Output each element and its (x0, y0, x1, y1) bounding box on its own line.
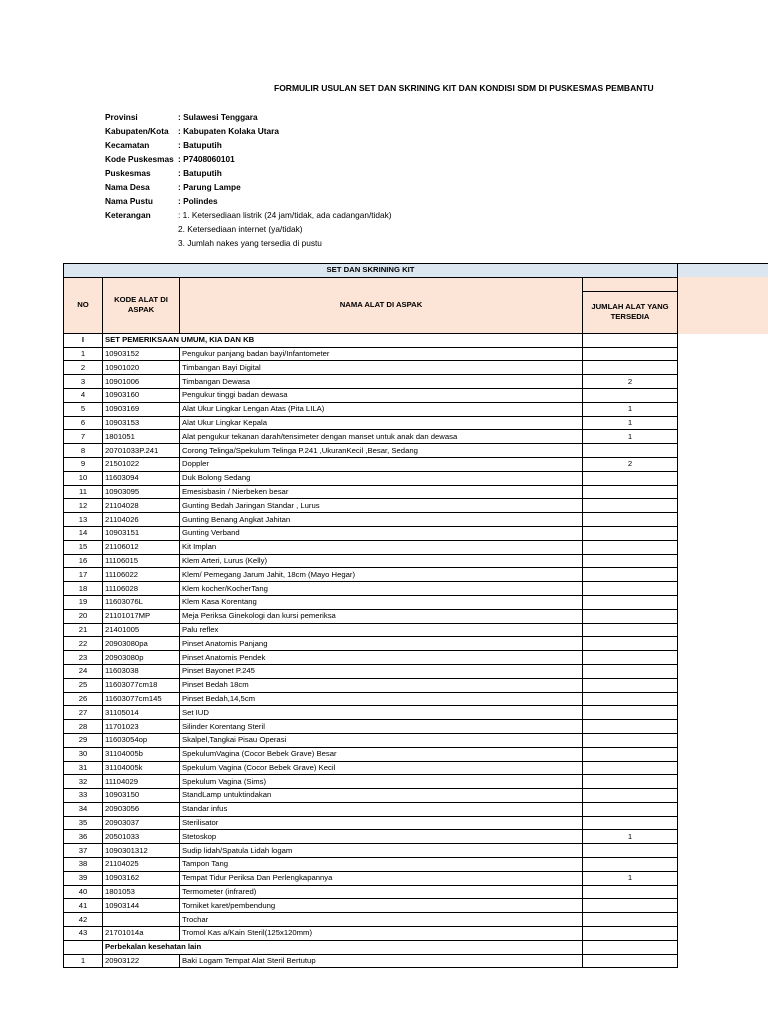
row-nama: Stetoskop (180, 830, 583, 844)
row-kode: 21101017MP (103, 609, 180, 623)
row-no: 11 (64, 485, 103, 499)
table-row (64, 899, 678, 913)
row-nama: Emesisbasin / Nierbeken besar (180, 485, 583, 499)
row-no: 38 (64, 858, 103, 872)
row-kode: 11603038 (103, 664, 180, 678)
table-row (64, 761, 678, 775)
section-qty (583, 333, 678, 347)
header-alat-extension (677, 277, 768, 334)
table-row (64, 637, 678, 651)
row-nama: Set IUD (180, 706, 583, 720)
row-nama: SpekulumVagina (Cocor Bebek Grave) Besar (180, 747, 583, 761)
row-nama: Tempat Tidur Periksa Dan Perlengkapannya (180, 871, 583, 885)
col-alat-group-blank (583, 277, 678, 291)
row-nama: Silinder Korentang Steril (180, 720, 583, 734)
info-value: : Batuputih (178, 168, 222, 178)
row-kode: 31104005b (103, 747, 180, 761)
kit-table (63, 263, 678, 968)
row-qty (583, 664, 678, 678)
header-band-extension (677, 263, 768, 278)
table-row (64, 775, 678, 789)
table-row (64, 526, 678, 540)
row-qty (583, 899, 678, 913)
row-nama: Klem Kasa Korentang (180, 595, 583, 609)
row-kode: 11603094 (103, 471, 180, 485)
row-qty (583, 844, 678, 858)
row-qty (583, 513, 678, 527)
table-row (64, 623, 678, 637)
row-nama: Alat Ukur Lingkar Kepala (180, 416, 583, 430)
row-qty (583, 775, 678, 789)
row-no: 26 (64, 692, 103, 706)
row-qty (583, 927, 678, 941)
table-row (64, 802, 678, 816)
row-qty (583, 568, 678, 582)
table-row (64, 830, 678, 844)
table-row (64, 733, 678, 747)
row-kode: 11106022 (103, 568, 180, 582)
row-kode: 1801053 (103, 885, 180, 899)
info-label: Nama Pustu (105, 196, 153, 206)
table-row (64, 871, 678, 885)
row-kode: 11104029 (103, 775, 180, 789)
info-row-kode-puskesmas (105, 152, 392, 166)
row-qty (583, 761, 678, 775)
section-qty (583, 940, 678, 954)
row-no: 7 (64, 430, 103, 444)
row-no: 28 (64, 720, 103, 734)
table-row (64, 664, 678, 678)
row-no: 36 (64, 830, 103, 844)
row-qty: 1 (583, 830, 678, 844)
section-row (64, 940, 678, 954)
info-value: : P7408060101 (178, 154, 235, 164)
row-qty (583, 623, 678, 637)
table-row (64, 554, 678, 568)
row-nama: Termometer (infrared) (180, 885, 583, 899)
section-no (64, 940, 103, 954)
section-no: I (64, 333, 103, 347)
row-no: 12 (64, 499, 103, 513)
row-nama: Kit Implan (180, 540, 583, 554)
row-kode: 21104026 (103, 513, 180, 527)
row-qty (583, 747, 678, 761)
row-no: 10 (64, 471, 103, 485)
row-kode: 11603054op (103, 733, 180, 747)
row-kode: 10903169 (103, 402, 180, 416)
row-no: 23 (64, 651, 103, 665)
row-kode: 21106012 (103, 540, 180, 554)
row-nama: Pinset Anatomis Pendek (180, 651, 583, 665)
row-nama: Corong Telinga/Spekulum Telinga P.241 ,UkuranKecil ,Besar, Sedang (180, 444, 583, 458)
info-row-nama-pustu (105, 194, 392, 208)
col-nama-header: NAMA ALAT DI ASPAK (180, 277, 583, 333)
row-qty (583, 858, 678, 872)
row-kode: 21104028 (103, 499, 180, 513)
row-nama: Alat Ukur Lingkar Lengan Atas (Pita LILA) (180, 402, 583, 416)
row-nama: Alat pengukur tekanan darah/tensimeter dengan manset untuk anak dan dewasa (180, 430, 583, 444)
table-row (64, 954, 678, 968)
row-no: 31 (64, 761, 103, 775)
row-no: 25 (64, 678, 103, 692)
row-qty: 1 (583, 402, 678, 416)
table-row (64, 388, 678, 402)
row-kode: 31104005k (103, 761, 180, 775)
row-kode: 11701023 (103, 720, 180, 734)
row-no: 35 (64, 816, 103, 830)
row-no: 9 (64, 457, 103, 471)
table-row (64, 720, 678, 734)
row-kode: 11106015 (103, 554, 180, 568)
row-qty (583, 540, 678, 554)
table-row (64, 568, 678, 582)
info-row-kecamatan (105, 138, 392, 152)
row-nama: Trochar (180, 913, 583, 927)
col-no-header: NO (64, 277, 103, 333)
row-kode: 11603077cm145 (103, 692, 180, 706)
col-jumlah-header: JUMLAH ALAT YANG TERSEDIA (583, 292, 678, 334)
row-kode: 20903037 (103, 816, 180, 830)
table-row (64, 402, 678, 416)
row-qty (583, 885, 678, 899)
row-nama: Meja Periksa Ginekologi dan kursi pemeriksa (180, 609, 583, 623)
row-nama: Sudip lidah/Spatula Lidah logam (180, 844, 583, 858)
row-no: 2 (64, 361, 103, 375)
row-no: 8 (64, 444, 103, 458)
row-kode: 21501022 (103, 457, 180, 471)
row-qty (583, 913, 678, 927)
row-qty: 2 (583, 375, 678, 389)
table-row (64, 595, 678, 609)
info-label: Puskesmas (105, 168, 151, 178)
row-nama: Gunting Verband (180, 526, 583, 540)
row-qty: 2 (583, 457, 678, 471)
row-kode: 1090301312 (103, 844, 180, 858)
row-qty (583, 637, 678, 651)
row-no: 42 (64, 913, 103, 927)
row-kode: 11603076L (103, 595, 180, 609)
row-nama: Pinset Bedah,14,5cm (180, 692, 583, 706)
table-row (64, 485, 678, 499)
row-no: 27 (64, 706, 103, 720)
row-no: 37 (64, 844, 103, 858)
row-kode: 10903152 (103, 347, 180, 361)
row-nama: Pengukur panjang badan bayi/Infantometer (180, 347, 583, 361)
info-value: : Kabupaten Kolaka Utara (178, 126, 279, 136)
row-no: 21 (64, 623, 103, 637)
row-qty (583, 706, 678, 720)
note-text: 3. Jumlah nakes yang tersedia di pustu (178, 238, 322, 248)
row-nama: Gunting Bedah Jaringan Standar , Lurus (180, 499, 583, 513)
row-nama: Tromol Kas a/Kain Steril(125x120mm) (180, 927, 583, 941)
info-value: : Sulawesi Tenggara (178, 112, 258, 122)
row-no: 15 (64, 540, 103, 554)
table-row (64, 457, 678, 471)
row-no: 41 (64, 899, 103, 913)
table-row (64, 609, 678, 623)
row-qty (583, 526, 678, 540)
row-no: 18 (64, 582, 103, 596)
row-no: 16 (64, 554, 103, 568)
table-row (64, 375, 678, 389)
info-row-keterangan (105, 208, 392, 222)
row-kode (103, 913, 180, 927)
info-block (105, 110, 392, 250)
table-row (64, 789, 678, 803)
row-no: 34 (64, 802, 103, 816)
row-qty (583, 678, 678, 692)
row-qty (583, 347, 678, 361)
row-kode: 10903162 (103, 871, 180, 885)
row-no: 39 (64, 871, 103, 885)
row-nama: Klem Arteri, Lurus (Kelly) (180, 554, 583, 568)
row-nama: Pengukur tinggi badan dewasa (180, 388, 583, 402)
row-nama: Sterilisator (180, 816, 583, 830)
row-no: 14 (64, 526, 103, 540)
row-qty (583, 651, 678, 665)
row-no: 22 (64, 637, 103, 651)
row-nama: Gunting Benang Angkat Jahitan (180, 513, 583, 527)
row-nama: Tampon Tang (180, 858, 583, 872)
info-row-kabupaten (105, 124, 392, 138)
row-qty (583, 582, 678, 596)
table-row (64, 816, 678, 830)
row-qty (583, 595, 678, 609)
info-label: Provinsi (105, 112, 138, 122)
table-row (64, 513, 678, 527)
row-nama: Klem kocher/KocherTang (180, 582, 583, 596)
row-kode: 10903160 (103, 388, 180, 402)
table-row (64, 858, 678, 872)
row-qty (583, 802, 678, 816)
row-qty (583, 733, 678, 747)
info-label: Kecamatan (105, 140, 150, 150)
row-nama: Timbangan Dewasa (180, 375, 583, 389)
row-qty (583, 954, 678, 968)
row-kode: 21104025 (103, 858, 180, 872)
row-qty (583, 554, 678, 568)
row-kode: 1801051 (103, 430, 180, 444)
info-note-internet (105, 222, 392, 236)
row-kode: 10903151 (103, 526, 180, 540)
table-row (64, 692, 678, 706)
row-nama: Skalpel,Tangkai Pisau Operasi (180, 733, 583, 747)
info-label: Nama Desa (105, 182, 150, 192)
row-kode: 20903056 (103, 802, 180, 816)
table-row (64, 927, 678, 941)
table-row (64, 844, 678, 858)
row-nama: Torniket karet/pembendung (180, 899, 583, 913)
row-qty: 1 (583, 871, 678, 885)
table-row (64, 885, 678, 899)
table-row (64, 347, 678, 361)
table-row (64, 430, 678, 444)
row-nama: Pinset Bedah 18cm (180, 678, 583, 692)
section-title: SET PEMERIKSAAN UMUM, KIA DAN KB (103, 333, 583, 347)
row-kode: 10903144 (103, 899, 180, 913)
row-qty (583, 361, 678, 375)
row-kode: 20903122 (103, 954, 180, 968)
table-row (64, 747, 678, 761)
row-qty: 1 (583, 430, 678, 444)
row-kode: 10903153 (103, 416, 180, 430)
row-kode: 20903080p (103, 651, 180, 665)
row-nama: Palu reflex (180, 623, 583, 637)
row-kode: 31105014 (103, 706, 180, 720)
info-label: Keterangan (105, 210, 151, 220)
row-no: 32 (64, 775, 103, 789)
info-value: : Polindes (178, 196, 218, 206)
row-nama: Standar infus (180, 802, 583, 816)
row-kode: 21401005 (103, 623, 180, 637)
row-no: 1 (64, 954, 103, 968)
row-no: 3 (64, 375, 103, 389)
form-title-text: FORMULIR USULAN SET DAN SKRINING KIT DAN KONDISI SDM DI PUSKESMAS PEMBANTU (274, 83, 654, 93)
row-nama: StandLamp untuktindakan (180, 789, 583, 803)
row-no: 29 (64, 733, 103, 747)
section-title: Perbekalan kesehatan lain (103, 940, 583, 954)
row-no: 4 (64, 388, 103, 402)
info-row-provinsi (105, 110, 392, 124)
table-row (64, 499, 678, 513)
info-label: Kode Puskesmas (105, 154, 174, 164)
table-row (64, 416, 678, 430)
row-no: 43 (64, 927, 103, 941)
table-row (64, 706, 678, 720)
row-no: 20 (64, 609, 103, 623)
row-kode: 10901006 (103, 375, 180, 389)
row-qty (583, 471, 678, 485)
row-kode: 20903080pa (103, 637, 180, 651)
row-nama: Pinset Anatomis Panjang (180, 637, 583, 651)
row-kode: 11603077cm18 (103, 678, 180, 692)
row-kode: 10903095 (103, 485, 180, 499)
info-row-puskesmas (105, 166, 392, 180)
table-row (64, 913, 678, 927)
table-row (64, 444, 678, 458)
row-no: 30 (64, 747, 103, 761)
info-value: : 1. Ketersediaan listrik (24 jam/tidak, ada cadangan/tidak) (178, 210, 392, 220)
row-no: 33 (64, 789, 103, 803)
row-kode: 20501033 (103, 830, 180, 844)
info-value: : Batuputih (178, 140, 222, 150)
row-qty: 1 (583, 416, 678, 430)
row-qty (583, 444, 678, 458)
row-no: 17 (64, 568, 103, 582)
row-qty (583, 499, 678, 513)
table-row (64, 678, 678, 692)
note-text: 2. Ketersediaan internet (ya/tidak) (178, 224, 303, 234)
row-no: 5 (64, 402, 103, 416)
info-note-nakes (105, 236, 392, 250)
row-qty (583, 816, 678, 830)
row-nama: Pinset Bayonet P.245 (180, 664, 583, 678)
row-nama: Klem/ Pemegang Jarum Jahit, 18cm (Mayo Hegar) (180, 568, 583, 582)
row-nama: Baki Logam Tempat Alat Steril Bertutup (180, 954, 583, 968)
table-row (64, 540, 678, 554)
row-no: 1 (64, 347, 103, 361)
row-qty (583, 720, 678, 734)
row-no: 24 (64, 664, 103, 678)
table-row (64, 651, 678, 665)
row-nama: Doppler (180, 457, 583, 471)
section-row (64, 333, 678, 347)
info-value: : Parung Lampe (178, 182, 241, 192)
row-qty (583, 789, 678, 803)
row-kode: 21701014a (103, 927, 180, 941)
table-row (64, 582, 678, 596)
row-nama: Timbangan Bayi Digital (180, 361, 583, 375)
row-nama: Spekulum Vagina (Sims) (180, 775, 583, 789)
table-row (64, 471, 678, 485)
col-kode-header: KODE ALAT DI ASPAK (103, 277, 180, 333)
row-nama: Duk Bolong Sedang (180, 471, 583, 485)
row-kode: 10903150 (103, 789, 180, 803)
row-no: 40 (64, 885, 103, 899)
row-nama: Spekulum Vagina (Cocor Bebek Grave) Kecil (180, 761, 583, 775)
row-kode: 10901020 (103, 361, 180, 375)
table-row (64, 361, 678, 375)
row-kode: 11106028 (103, 582, 180, 596)
row-no: 6 (64, 416, 103, 430)
info-row-nama-desa (105, 180, 392, 194)
set-band-header: SET DAN SKRINING KIT (64, 264, 678, 278)
row-kode: 20701033P.241 (103, 444, 180, 458)
row-qty (583, 609, 678, 623)
row-qty (583, 692, 678, 706)
row-qty (583, 388, 678, 402)
row-qty (583, 485, 678, 499)
row-no: 19 (64, 595, 103, 609)
row-no: 13 (64, 513, 103, 527)
info-label: Kabupaten/Kota (105, 126, 169, 136)
